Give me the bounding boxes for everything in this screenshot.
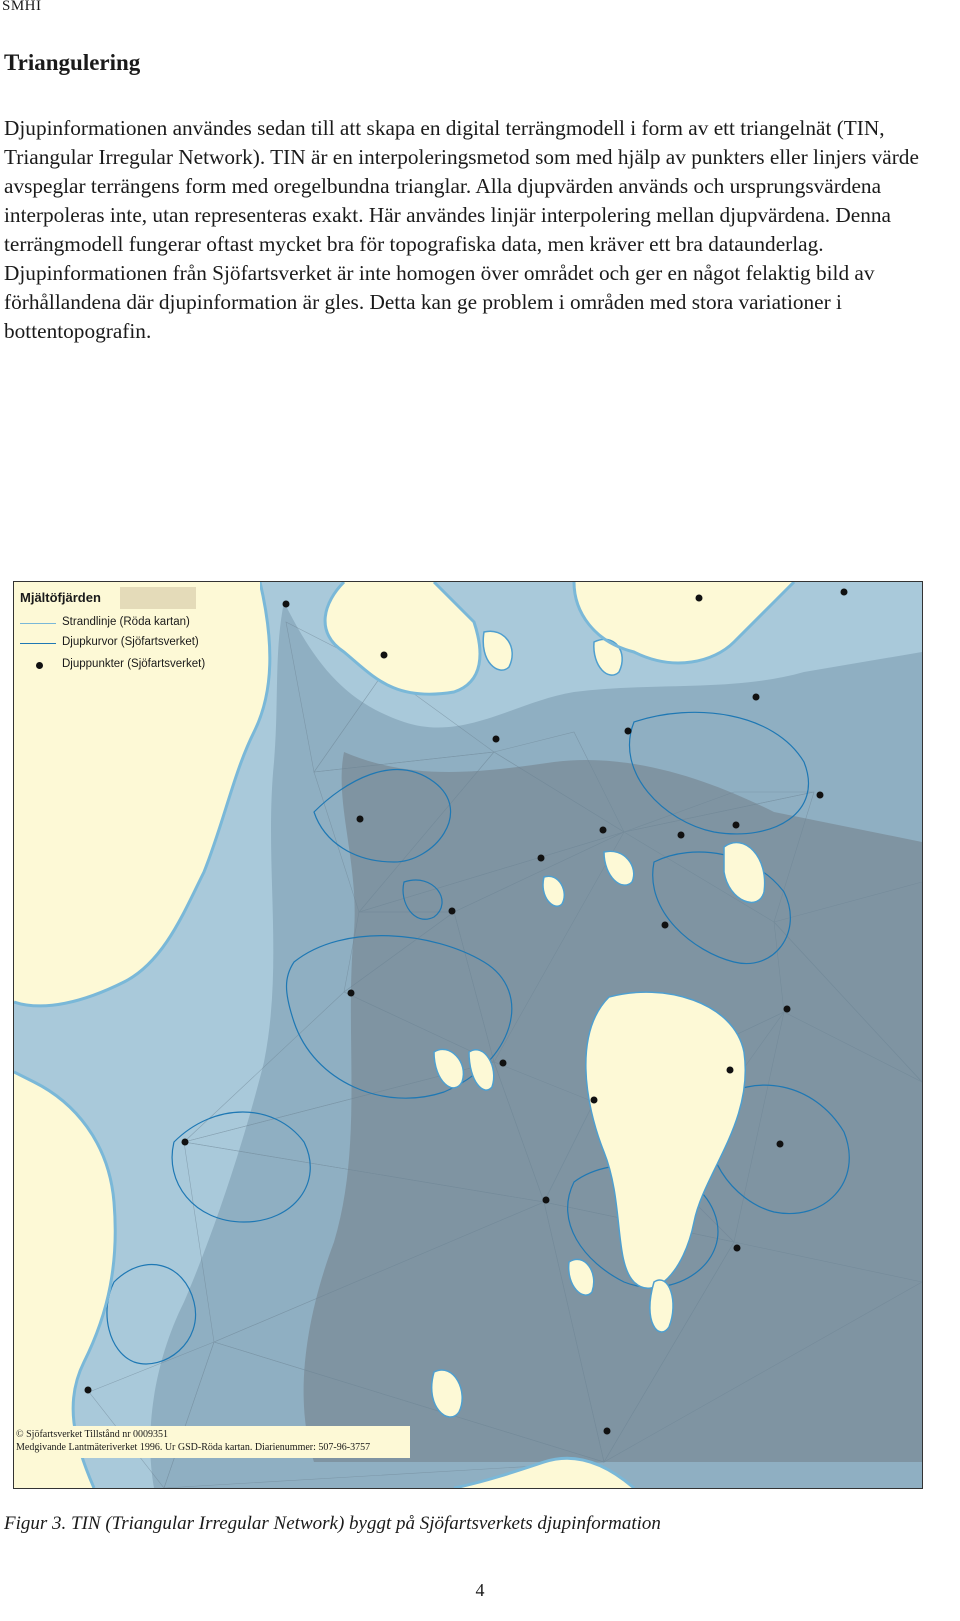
header-org: SMHI xyxy=(2,0,42,14)
shoreline-line-icon xyxy=(20,623,56,624)
depth-map-figure xyxy=(13,581,923,1489)
legend-item-depth-contours xyxy=(20,636,260,652)
page-number: 4 xyxy=(475,1580,485,1600)
legend-item-label: Djuppunkter (Sjöfartsverket) xyxy=(62,658,206,670)
section-title: Triangulering xyxy=(4,50,141,75)
legend-item-shoreline xyxy=(20,616,260,632)
figure-caption: Figur 3. TIN (Triangular Irregular Network) byggt på Sjöfartsverkets djupinformation xyxy=(4,1513,661,1534)
legend-item-label: Strandlinje (Röda kartan) xyxy=(62,616,190,628)
copyright-line: Medgivande Lantmäteriverket 1996. Ur GSD-Röda kartan. Diarienummer: 507-96-3757 xyxy=(16,1442,371,1453)
copyright-line: © Sjöfartsverket Tillstånd nr 0009351 xyxy=(16,1429,169,1440)
contour-line-icon xyxy=(20,643,56,644)
map-legend xyxy=(14,582,260,702)
map-copyright xyxy=(14,1426,410,1458)
legend-item-label: Djupkurvor (Sjöfartsverket) xyxy=(62,636,199,648)
tin-map-image xyxy=(14,582,922,1488)
legend-land-swatch xyxy=(120,587,196,609)
depth-point-icon xyxy=(36,662,43,669)
legend-title: Mjältöfjärden xyxy=(20,590,101,605)
body-paragraph: Djupinformationen användes sedan till att skapa en digital terrängmodell i form av ett triangelnät (TIN, Triangular Irregular Network). TIN är en interpoleringsmetod som med hjälp av punkters eller linjers värde avspeglar terrängens form med oregelbundna trianglar. Alla djupvärden används och ursprungsvärdena interpoleras inte, utan representeras exakt. Här användes linjär interpolering mellan djupvärdena. Denna terrängmodell fungerar oftast mycket bra för topografiska data, men kräver ett bra dataunderlag. Djupinformationen från Sjöfartsverket är inte homogen över området och ger en något felaktig bild av förhållandena där djupinformation är gles. Detta kan ge problem i områden med stora variationer i bottentopografin. xyxy=(4,116,919,343)
legend-item-depth-points xyxy=(20,658,260,674)
